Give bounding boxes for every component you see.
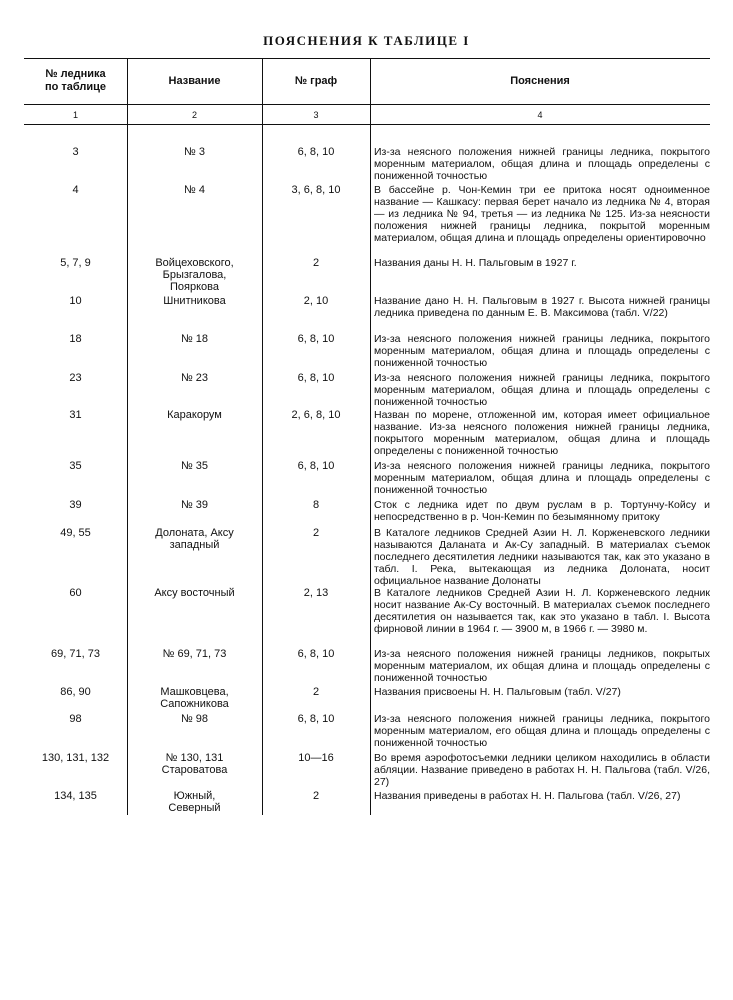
glacier-name: № 39 bbox=[180, 499, 209, 511]
explanation: Названия присвоены Н. Н. Пальговым (табл. V/27) bbox=[374, 686, 621, 698]
glacier-number: 4 bbox=[72, 184, 79, 196]
column-refs: 6, 8, 10 bbox=[297, 333, 335, 345]
glacier-name: Аксу восточный bbox=[154, 587, 235, 599]
column-divider bbox=[370, 58, 371, 815]
column-refs: 2 bbox=[312, 790, 320, 802]
glacier-number: 39 bbox=[69, 499, 82, 511]
glacier-name: № 130, 131 Староватова bbox=[161, 752, 228, 776]
header-explanations: Пояснения bbox=[510, 75, 570, 87]
glacier-name: № 18 bbox=[180, 333, 209, 345]
glacier-name: № 23 bbox=[180, 372, 209, 384]
page-title: ПОЯСНЕНИЯ К ТАБЛИЦЕ I bbox=[263, 33, 470, 48]
column-refs: 2 bbox=[312, 686, 320, 698]
glacier-number: 23 bbox=[69, 372, 82, 384]
explanation: Названия даны Н. Н. Пальговым в 1927 г. bbox=[374, 257, 577, 269]
explanation: В Каталоге ледников Средней Азии Н. Л. Корженевского ледник носит название Ак-Су восточный. В материалах съемок последнего десятилетия он называется так, как это указано в табл. I. Высота фирновой линии в 1964 г. — 3900 м, в 1966 г. — 3980 м. bbox=[374, 587, 710, 635]
column-number: 3 bbox=[313, 110, 319, 120]
glacier-name: Шнитникова bbox=[163, 295, 226, 307]
column-refs: 10—16 bbox=[298, 752, 334, 764]
glacier-number: 35 bbox=[69, 460, 82, 472]
column-number: 4 bbox=[537, 110, 543, 120]
column-number: 1 bbox=[72, 110, 78, 120]
explanation: В бассейне р. Чон-Кемин три ее притока носят одноименное название — Кашкасу: первая берет начало из ледника № 4, вторая — из ледника № 94, третья — из ледника № 125. Из-за неясности положения нижней границы ледника, покрытой моренным материалом, общая длина и площадь определены ориентировочно bbox=[374, 184, 710, 244]
glacier-number: 130, 131, 132 bbox=[41, 752, 110, 764]
explanation: Из-за неясного положения нижней границы ледника, покрытого моренным материалом, общая длина и площадь определены с пониженной точностью bbox=[374, 333, 710, 369]
header-columns: № граф bbox=[294, 75, 338, 87]
explanation: Из-за неясного положения нижней границы ледника, покрытого моренным материалом, общая длина и площадь определены с пониженной точностью bbox=[374, 460, 710, 496]
explanation: Сток с ледника идет по двум руслам в р. Тортунчу-Койсу и непосредственно в р. Чон-Кемин по безымянному притоку bbox=[374, 499, 710, 523]
column-refs: 2, 13 bbox=[303, 587, 329, 599]
glacier-number: 60 bbox=[69, 587, 82, 599]
column-refs: 3, 6, 8, 10 bbox=[291, 184, 341, 196]
glacier-name: № 4 bbox=[184, 184, 205, 196]
glacier-number: 86, 90 bbox=[60, 686, 91, 698]
column-number: 2 bbox=[191, 110, 197, 120]
glacier-name: Войцеховского, Брызгалова, Пояркова bbox=[155, 257, 234, 293]
glacier-number: 69, 71, 73 bbox=[51, 648, 100, 660]
column-refs: 2 bbox=[312, 527, 320, 539]
column-refs: 6, 8, 10 bbox=[297, 146, 335, 158]
explanation: Названия приведены в работах Н. Н. Пальгова (табл. V/26, 27) bbox=[374, 790, 681, 802]
explanation: Во время аэрофотосъемки ледники целиком находились в области абляции. Название приведено в работах Н. Н. Пальгова (табл. V/26, 27) bbox=[374, 752, 710, 788]
glacier-number: 18 bbox=[69, 333, 82, 345]
glacier-name: № 98 bbox=[180, 713, 209, 725]
glacier-number: 10 bbox=[69, 295, 82, 307]
column-refs: 6, 8, 10 bbox=[297, 648, 335, 660]
glacier-name: № 69, 71, 73 bbox=[162, 648, 227, 660]
glacier-name: Южный, Северный bbox=[168, 790, 221, 814]
explanation: Назван по морене, отложенной им, которая имеет официальное название. Из-за неясного положения нижней границы ледника, покрытого моренным материалом, общая длина и площадь определены с пониженной точностью bbox=[374, 409, 710, 457]
column-refs: 6, 8, 10 bbox=[297, 460, 335, 472]
explanation: Название дано Н. Н. Пальговым в 1927 г. Высота нижней границы ледника приведена по данным Е. В. Максимова (табл. V/22) bbox=[374, 295, 710, 319]
column-refs: 6, 8, 10 bbox=[297, 713, 335, 725]
column-refs: 2, 10 bbox=[303, 295, 329, 307]
explanation: Из-за неясного положения нижней границы ледника, покрытого моренным материалом, общая длина и площадь определены с пониженной точностью bbox=[374, 146, 710, 182]
column-refs: 2, 6, 8, 10 bbox=[291, 409, 341, 421]
glacier-name: Долоната, Аксу западный bbox=[155, 527, 234, 551]
column-refs: 8 bbox=[312, 499, 320, 511]
glacier-number: 3 bbox=[72, 146, 79, 158]
glacier-number: 5, 7, 9 bbox=[60, 257, 91, 269]
glacier-number: 134, 135 bbox=[54, 790, 97, 802]
column-refs: 6, 8, 10 bbox=[297, 372, 335, 384]
explanation: Из-за неясного положения нижней границы ледника, покрытого моренным материалом, общая длина и площадь определены с пониженной точностью bbox=[374, 372, 710, 408]
explanation: Из-за неясного положения нижней границы ледника, покрытого моренным материалом, его общая длина и площадь определены с пониженной точностью bbox=[374, 713, 710, 749]
glacier-name: № 3 bbox=[184, 146, 205, 158]
explanation: В Каталоге ледников Средней Азии Н. Л. Корженевского ледники называются Даланата и Ак-Су западный. В материалах съемок последнего десятилетия ледники называются так, как это указано в табл. I. Река, вытекающая из ледника Долоната, носит официальное название Долонаты bbox=[374, 527, 710, 587]
glacier-name: № 35 bbox=[180, 460, 209, 472]
glacier-name: Машковцева, Сапожникова bbox=[160, 686, 229, 710]
column-refs: 2 bbox=[312, 257, 320, 269]
header-glacier-number: № ледника по таблице bbox=[44, 68, 107, 93]
glacier-name: Каракорум bbox=[167, 409, 222, 421]
glacier-number: 49, 55 bbox=[60, 527, 91, 539]
column-divider bbox=[262, 58, 263, 815]
explanation: Из-за неясного положения нижней границы ледников, покрытых моренным материалом, их общая длина и площадь определены с пониженной точностью bbox=[374, 648, 710, 684]
glacier-number: 31 bbox=[69, 409, 82, 421]
header-name: Название bbox=[168, 75, 221, 87]
glacier-number: 98 bbox=[69, 713, 82, 725]
